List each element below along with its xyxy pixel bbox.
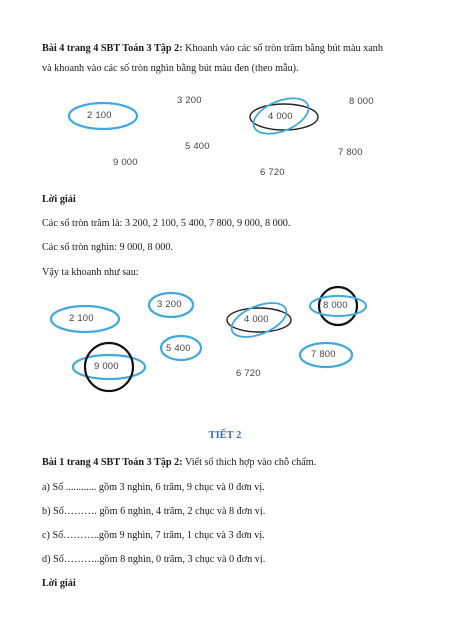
fig2-number-6720: 6 720 xyxy=(236,368,261,379)
exercise-1-item-d: d) Số………..gồm 8 nghìn, 0 trăm, 3 chục và 0 đơn vị. xyxy=(42,554,266,565)
fig2-number-4000: 4 000 xyxy=(244,314,269,325)
fig2-number-8000: 8 000 xyxy=(323,300,348,311)
fig2-number-9000: 9 000 xyxy=(94,361,119,372)
exercise-4-solution-heading: Lời giải xyxy=(42,194,76,205)
fig1-number-4000: 4 000 xyxy=(268,111,293,122)
section-title: TIẾT 2 xyxy=(208,430,242,441)
exercise-1-item-a: a) Số ............ gồm 3 nghìn, 6 trăm, 9 chục và 0 đơn vị. xyxy=(42,482,265,493)
fig2-number-5400: 5 400 xyxy=(166,343,191,354)
exercise-1-item-c: c) Số………..gồm 9 nghìn, 7 trăm, 1 chục và 3 đơn vị. xyxy=(42,530,265,541)
fig1-number-9000: 9 000 xyxy=(113,157,138,168)
exercise-4-solution-line2: Các số tròn nghìn: 9 000, 8 000. xyxy=(42,242,174,253)
exercise-1-prompt-text: Viết số thích hợp vào chỗ chấm. xyxy=(182,457,317,468)
exercise-4-prompt-line2: và khoanh vào các số tròn nghìn bằng bút màu đen (theo mẫu). xyxy=(42,63,299,74)
fig1-number-6720: 6 720 xyxy=(260,167,285,178)
fig2-number-2100: 2 100 xyxy=(69,313,94,324)
fig1-number-7800: 7 800 xyxy=(338,147,363,158)
fig1-number-2100: 2 100 xyxy=(87,110,112,121)
exercise-1-prompt xyxy=(42,456,316,470)
exercise-1-title: Bài 1 trang 4 SBT Toán 3 Tập 2: xyxy=(42,457,183,468)
exercise-1-solution-heading: Lời giải xyxy=(42,578,76,589)
exercise-4-title: Bài 4 trang 4 SBT Toán 3 Tập 2: xyxy=(42,43,183,54)
fig1-number-3200: 3 200 xyxy=(177,95,202,106)
exercise-4-prompt-line1: Khoanh vào các số tròn trăm bằng bút màu xanh xyxy=(182,43,383,54)
fig2-number-3200: 3 200 xyxy=(157,299,182,310)
exercise-4-solution-line1: Các số tròn trăm là: 3 200, 2 100, 5 400, 7 800, 9 000, 8 000. xyxy=(42,218,291,229)
fig2-number-7800: 7 800 xyxy=(311,349,336,360)
fig1-number-8000: 8 000 xyxy=(349,96,374,107)
exercise-4-solution-line3: Vậy ta khoanh như sau: xyxy=(42,267,139,278)
fig1-number-5400: 5 400 xyxy=(185,141,210,152)
exercise-1-item-b: b) Số………. gồm 6 nghìn, 4 trăm, 2 chục và 8 đơn vị. xyxy=(42,506,266,517)
